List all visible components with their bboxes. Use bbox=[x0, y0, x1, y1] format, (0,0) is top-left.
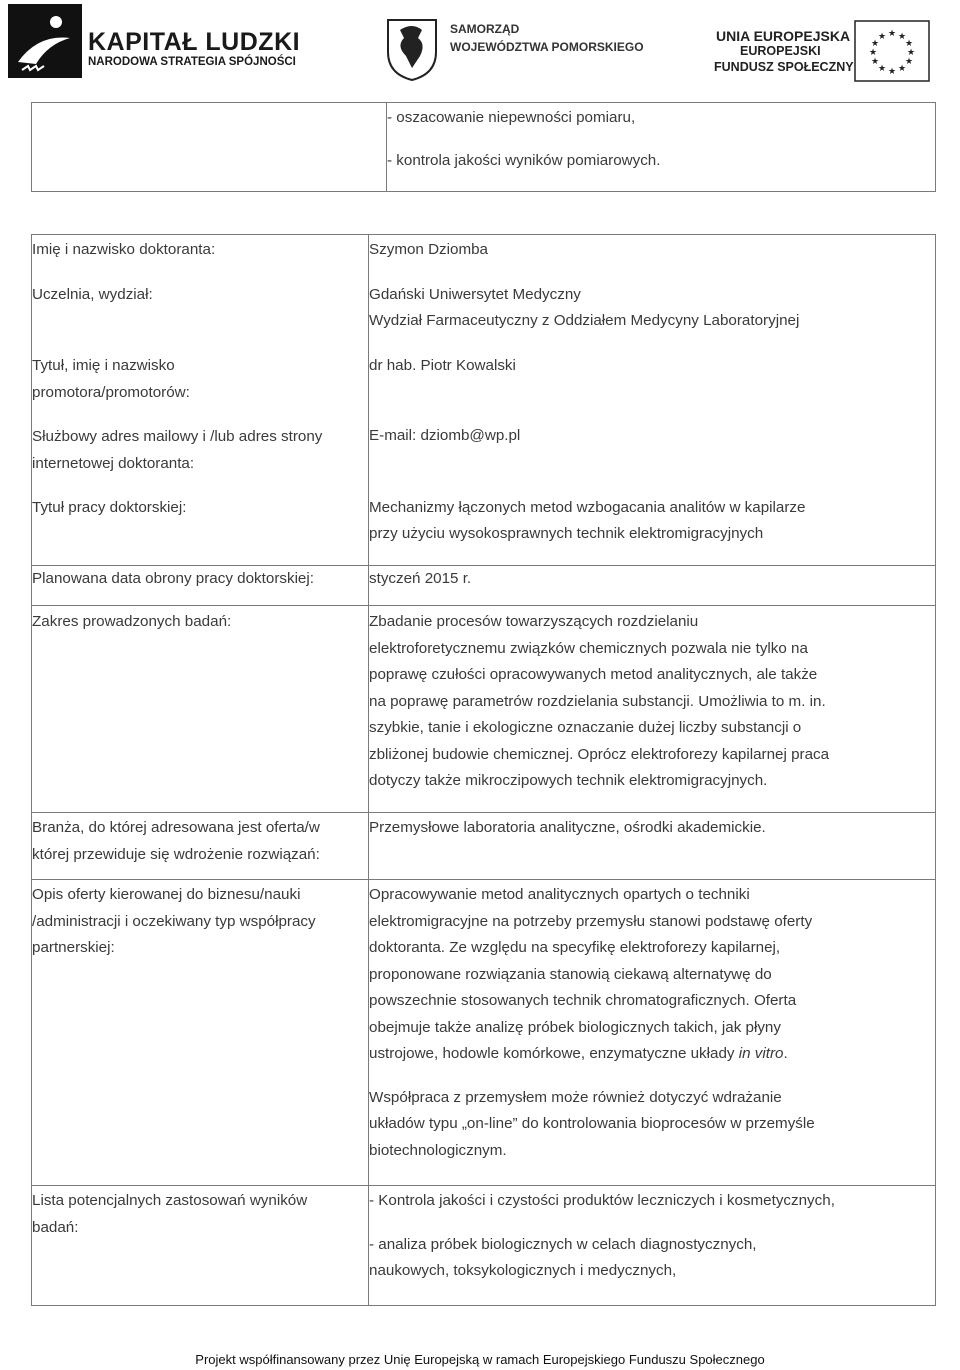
offer-line: powszechnie stosowanych technik chromatograficznych. Oferta bbox=[369, 992, 797, 1009]
name-label: Imię i nazwisko doktoranta: bbox=[32, 241, 216, 258]
coop-line: układów typu „on-line” do kontrolowania bioprocesów w przemyśle bbox=[369, 1115, 815, 1132]
svg-text:★: ★ bbox=[877, 64, 887, 74]
apps-label-line2: badań: bbox=[32, 1218, 79, 1236]
samorzad-line1: SAMORZĄD bbox=[450, 22, 520, 36]
name-value: Szymon Dziomba bbox=[369, 241, 489, 258]
scope-label: Zakres prowadzonych badań: bbox=[32, 613, 232, 630]
svg-text:★: ★ bbox=[887, 67, 897, 77]
offer-last-prefix: ustrojowe, hodowle komórkowe, enzymatyczne układy bbox=[369, 1045, 739, 1062]
offer-last-italic: in vitro bbox=[738, 1045, 784, 1062]
kapital-ludzki-subtitle: NARODOWA STRATEGIA SPÓJNOŚCI bbox=[88, 56, 296, 68]
defense-value: styczeń 2015 r. bbox=[369, 570, 472, 587]
coop-line: biotechnologicznym. bbox=[369, 1141, 507, 1159]
email-label-line2: internetowej doktoranta: bbox=[32, 454, 195, 472]
email-label-line1: Służbowy adres mailowy i /lub adres strony bbox=[32, 428, 323, 445]
industry-label-line2: której przewiduje się wdrożenie rozwiązań: bbox=[32, 845, 320, 863]
promotor-value: dr hab. Piotr Kowalski bbox=[369, 356, 516, 374]
offer-value-cell bbox=[369, 880, 936, 1186]
industry-value: Przemysłowe laboratoria analityczne, ośrodki akademickie. bbox=[369, 819, 766, 836]
svg-text:★: ★ bbox=[906, 48, 916, 58]
scope-line: elektroforetycznemu związków chemicznych pozwala nie tylko na bbox=[369, 639, 808, 657]
griffin-coat-of-arms-icon bbox=[384, 16, 440, 82]
apps-label-line1: Lista potencjalnych zastosowań wyników bbox=[32, 1192, 308, 1209]
offer-line: proponowane rozwiązania stanowią ciekawą alternatywę do bbox=[369, 965, 772, 983]
info-values-cell bbox=[369, 235, 936, 566]
offer-last-suffix: . bbox=[783, 1045, 788, 1062]
thesis-value-line1: Mechanizmy łączonych metod wzbogacania analitów w kapilarze bbox=[369, 498, 806, 516]
uni-value-line2: Wydział Farmaceutyczny z Oddziałem Medycyny Laboratoryjnej bbox=[369, 312, 800, 329]
industry-label-cell bbox=[32, 813, 369, 880]
scope-line: szybkie, tanie i ekologiczne oznaczanie dużej liczby substancji o bbox=[369, 719, 802, 736]
scope-line: Zbadanie procesów towarzyszących rozdzielaniu bbox=[369, 613, 699, 630]
offer-label-line3: partnerskiej: bbox=[32, 939, 115, 956]
svg-text:★: ★ bbox=[897, 32, 907, 42]
defense-value-cell bbox=[369, 566, 936, 606]
ue-line1: UNIA EUROPEJSKA bbox=[716, 28, 851, 44]
ue-line2: EUROPEJSKI bbox=[740, 44, 821, 58]
top-line2: - kontrola jakości wyników pomiarowych. bbox=[387, 151, 661, 169]
offer-line: doktoranta. Ze względu na specyfikę elektroforezy kapilarnej, bbox=[369, 939, 781, 956]
table-row bbox=[32, 235, 936, 566]
ue-line3: FUNDUSZ SPOŁECZNY bbox=[714, 60, 854, 74]
svg-text:★: ★ bbox=[897, 64, 907, 74]
thesis-value-line2: przy użyciu wysokosprawnych technik elektromigracyjnych bbox=[369, 525, 764, 542]
promotor-label-line2: promotora/promotorów: bbox=[32, 383, 190, 401]
thesis-label: Tytuł pracy doktorskiej: bbox=[32, 499, 187, 516]
scope-line: zbliżonej budowie chemicznej. Oprócz elektroforezy kapilarnej praca bbox=[369, 745, 830, 763]
scope-line: na poprawę parametrów rozdzielania substancji. Umożliwia to m. in. bbox=[369, 692, 826, 710]
kapital-ludzki-emblem-icon bbox=[8, 4, 82, 78]
table-row bbox=[32, 880, 936, 1186]
industry-label-line1: Branża, do której adresowana jest oferta/w bbox=[32, 819, 320, 836]
table-row bbox=[32, 566, 936, 606]
promotor-label-line1: Tytuł, imię i nazwisko bbox=[32, 357, 175, 374]
svg-text:★: ★ bbox=[877, 32, 887, 42]
offer-line: Opracowywanie metod analitycznych opartych o techniki bbox=[369, 886, 750, 903]
svg-text:★: ★ bbox=[868, 48, 878, 58]
scope-line: poprawę czułości opracowywanych metod analitycznych, ale także bbox=[369, 666, 818, 683]
table-row bbox=[32, 813, 936, 880]
table-row bbox=[32, 606, 936, 813]
offer-line: obejmuje także analizę próbek biologicznych takich, jak płyny bbox=[369, 1018, 781, 1036]
top-table bbox=[31, 102, 936, 192]
offer-line-last bbox=[369, 1041, 935, 1068]
defense-label-cell bbox=[32, 566, 369, 606]
apps-line3: naukowych, toksykologicznych i medycznych, bbox=[369, 1262, 677, 1279]
eu-flag-icon bbox=[854, 20, 930, 82]
top-empty-cell bbox=[32, 103, 387, 192]
defense-label: Planowana data obrony pracy doktorskiej: bbox=[32, 570, 314, 587]
offer-label-line1: Opis oferty kierowanej do biznesu/nauki bbox=[32, 886, 301, 903]
uni-value-line1: Gdański Uniwersytet Medyczny bbox=[369, 285, 581, 303]
offer-label-line2: /administracji i oczekiwany typ współpracy bbox=[32, 912, 316, 930]
industry-value-cell bbox=[369, 813, 936, 880]
top-value-cell bbox=[387, 103, 936, 192]
table-row bbox=[32, 1186, 936, 1306]
email-value: E-mail: dziomb@wp.pl bbox=[369, 427, 521, 444]
uni-label: Uczelnia, wydział: bbox=[32, 285, 153, 303]
main-table bbox=[31, 234, 936, 1306]
apps-line1: - Kontrola jakości i czystości produktów leczniczych i kosmetycznych, bbox=[369, 1192, 835, 1209]
offer-line: elektromigracyjne na potrzeby przemysłu stanowi podstawę oferty bbox=[369, 912, 813, 930]
kapital-ludzki-title: KAPITAŁ LUDZKI bbox=[88, 28, 301, 56]
scope-line: dotyczy także mikroczipowych technik elektromigracyjnych. bbox=[369, 772, 768, 789]
svg-text:★: ★ bbox=[904, 39, 914, 49]
scope-value-cell bbox=[369, 606, 936, 813]
offer-label-cell bbox=[32, 880, 369, 1186]
apps-line2: - analiza próbek biologicznych w celach diagnostycznych, bbox=[369, 1235, 757, 1253]
top-line1: - oszacowanie niepewności pomiaru, bbox=[387, 109, 636, 126]
svg-text:★: ★ bbox=[887, 29, 897, 39]
samorzad-line2: WOJEWÓDZTWA POMORSKIEGO bbox=[450, 40, 644, 54]
svg-text:★: ★ bbox=[904, 57, 914, 67]
footer-text: Projekt współfinansowany przez Unię Europejską w ramach Europejskiego Funduszu Społecznego bbox=[195, 1352, 765, 1367]
svg-text:★: ★ bbox=[870, 39, 880, 49]
apps-value-cell bbox=[369, 1186, 936, 1306]
apps-label-cell bbox=[32, 1186, 369, 1306]
info-labels-cell bbox=[32, 235, 369, 566]
coop-line: Współpraca z przemysłem może również dotyczyć wdrażanie bbox=[369, 1088, 782, 1106]
scope-label-cell bbox=[32, 606, 369, 813]
svg-text:★: ★ bbox=[870, 57, 880, 67]
